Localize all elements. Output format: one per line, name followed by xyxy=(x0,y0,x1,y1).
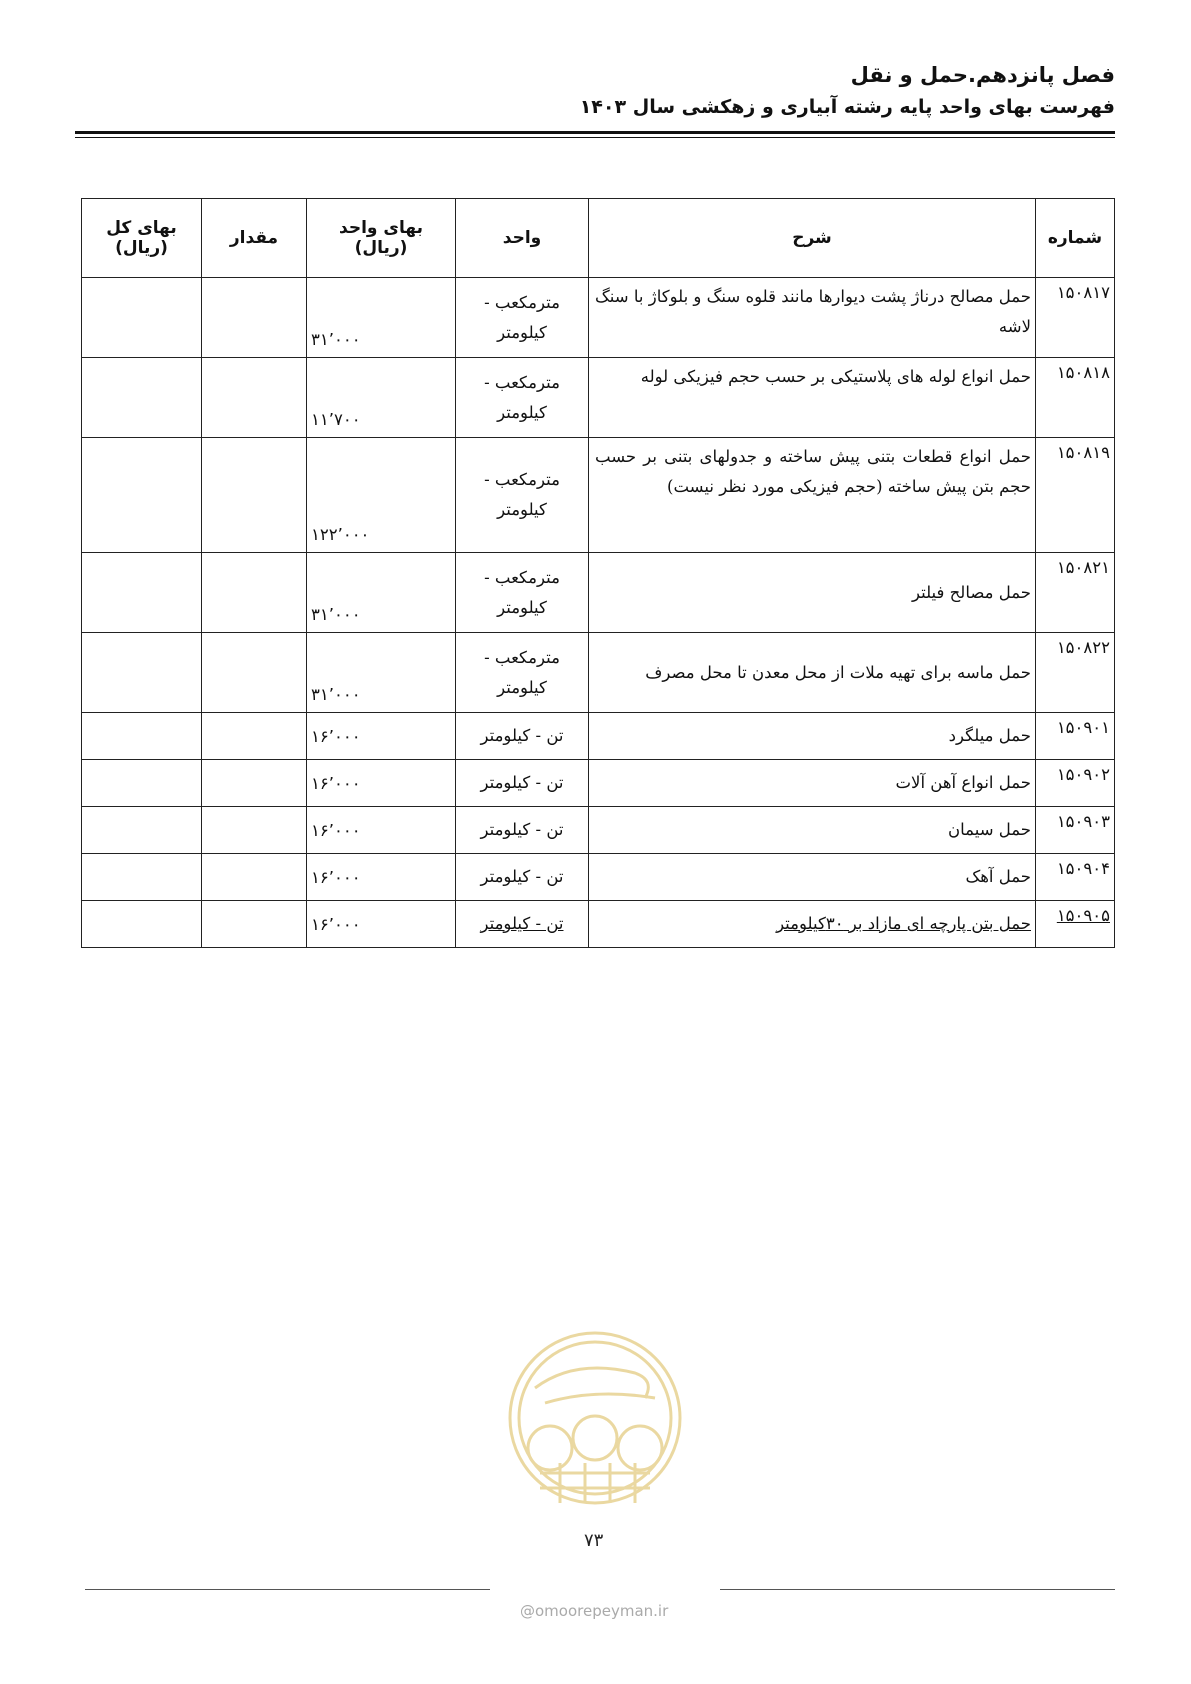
row-unit-line1: مترمکعب - xyxy=(484,292,560,312)
table-row xyxy=(82,358,1115,438)
row-unit-price: ۱۶٬۰۰۰ xyxy=(307,760,456,807)
row-description: حمل مصالح فیلتر xyxy=(589,553,1036,633)
price-list-title: فهرست بهای واحد پایه رشته آبیاری و زهکشی سال ۱۴۰۳ xyxy=(579,96,1115,118)
table-header-row xyxy=(82,199,1115,278)
row-unit-price: ۳۱٬۰۰۰ xyxy=(307,553,456,633)
header-unit-price xyxy=(307,199,456,278)
table-row xyxy=(82,807,1115,854)
header-number: شماره xyxy=(1036,199,1115,278)
row-unit-line1: مترمکعب - xyxy=(484,647,560,667)
header-rule-thick xyxy=(75,131,1115,134)
row-total-price xyxy=(82,358,202,438)
table-row xyxy=(82,633,1115,713)
row-total-price xyxy=(82,633,202,713)
row-number: ۱۵۰۸۲۱ xyxy=(1036,553,1115,633)
row-unit-line1: مترمکعب - xyxy=(484,567,560,587)
table-row xyxy=(82,854,1115,901)
table-row xyxy=(82,713,1115,760)
website-link[interactable]: @omoorepeyman.ir xyxy=(520,1602,669,1620)
row-description: حمل انواع قطعات بتنی پیش ساخته و جدولهای بتنی بر حسب حجم بتن پیش ساخته (حجم فیزیکی مورد نظر نیست) xyxy=(589,438,1036,553)
row-unit-price: ۱۶٬۰۰۰ xyxy=(307,807,456,854)
row-number: ۱۵۰۹۰۴ xyxy=(1036,854,1115,901)
table-row xyxy=(82,553,1115,633)
page-number: ۷۳ xyxy=(584,1530,604,1551)
row-unit-line1: مترمکعب - xyxy=(484,470,560,489)
row-description: حمل سیمان xyxy=(589,807,1036,854)
row-unit-line2: کیلومتر xyxy=(497,677,547,697)
table-row xyxy=(82,278,1115,358)
row-quantity xyxy=(202,633,307,713)
row-unit xyxy=(456,278,589,358)
row-quantity xyxy=(202,553,307,633)
row-number: ۱۵۰۸۱۹ xyxy=(1036,438,1115,553)
row-unit: تن - کیلومتر xyxy=(456,760,589,807)
row-unit-line1: مترمکعب - xyxy=(484,372,560,392)
row-total-price xyxy=(82,807,202,854)
row-unit: تن - کیلومتر xyxy=(456,854,589,901)
row-quantity xyxy=(202,358,307,438)
header-unit-price-currency: (ریال) xyxy=(354,238,408,258)
row-quantity xyxy=(202,278,307,358)
chapter-title: فصل پانزدهم.حمل و نقل xyxy=(850,63,1115,87)
row-unit-line2: کیلومتر xyxy=(497,500,547,519)
header-quantity: مقدار xyxy=(202,199,307,278)
row-number: ۱۵۰۸۱۸ xyxy=(1036,358,1115,438)
price-table xyxy=(81,198,1115,948)
row-number: ۱۵۰۸۲۲ xyxy=(1036,633,1115,713)
row-number: ۱۵۰۹۰۲ xyxy=(1036,760,1115,807)
row-number: ۱۵۰۸۱۷ xyxy=(1036,278,1115,358)
row-description: حمل مصالح درناژ پشت دیوارها مانند قلوه سنگ و بلوکاژ با سنگ لاشه xyxy=(589,278,1036,358)
row-total-price xyxy=(82,438,202,553)
footer-rule-left xyxy=(85,1589,490,1590)
row-description: حمل انواع آهن آلات xyxy=(589,760,1036,807)
header-total-price: بهای کل (ریال) xyxy=(82,199,202,278)
row-unit-price: ۱۶٬۰۰۰ xyxy=(307,713,456,760)
row-unit-line2: کیلومتر xyxy=(497,597,547,617)
header-unit-price-label: بهای واحد xyxy=(339,218,423,238)
row-total-price xyxy=(82,760,202,807)
header-rule-thin xyxy=(75,137,1115,138)
footer-rule-right xyxy=(720,1589,1115,1590)
row-description: حمل میلگرد xyxy=(589,713,1036,760)
table-row xyxy=(82,901,1115,948)
row-quantity xyxy=(202,854,307,901)
row-unit xyxy=(456,358,589,438)
row-unit-price: ۱۶٬۰۰۰ xyxy=(307,901,456,948)
table-row xyxy=(82,438,1115,553)
row-unit: تن - کیلومتر xyxy=(456,713,589,760)
row-total-price xyxy=(82,553,202,633)
row-description: حمل انواع لوله های پلاستیکی بر حسب حجم فیزیکی لوله xyxy=(589,358,1036,438)
row-unit xyxy=(456,633,589,713)
row-number: ۱۵۰۹۰۱ xyxy=(1036,713,1115,760)
row-quantity xyxy=(202,807,307,854)
row-unit: تن - کیلومتر xyxy=(456,807,589,854)
row-quantity xyxy=(202,760,307,807)
row-quantity xyxy=(202,713,307,760)
row-unit xyxy=(456,553,589,633)
row-unit-price: ۳۱٬۰۰۰ xyxy=(307,278,456,358)
row-total-price xyxy=(82,278,202,358)
page-header xyxy=(75,58,1115,122)
row-total-price xyxy=(82,854,202,901)
row-unit-line2: کیلومتر xyxy=(497,322,547,342)
row-description: حمل آهک xyxy=(589,854,1036,901)
row-description: حمل ماسه برای تهیه ملات از محل معدن تا محل مصرف xyxy=(589,633,1036,713)
row-unit-price: ۱۶٬۰۰۰ xyxy=(307,854,456,901)
row-quantity xyxy=(202,438,307,553)
row-total-price xyxy=(82,901,202,948)
table-row xyxy=(82,760,1115,807)
row-unit-line2: کیلومتر xyxy=(497,402,547,422)
header-unit: واحد xyxy=(456,199,589,278)
row-unit-price: ۳۱٬۰۰۰ xyxy=(307,633,456,713)
watermark-seal-icon xyxy=(505,1318,685,1518)
row-total-price xyxy=(82,713,202,760)
row-unit xyxy=(456,438,589,553)
row-number: ۱۵۰۹۰۵ xyxy=(1036,901,1115,948)
row-number: ۱۵۰۹۰۳ xyxy=(1036,807,1115,854)
row-quantity xyxy=(202,901,307,948)
row-description: حمل بتن پارچه ای مازاد بر ۳۰کیلومتر xyxy=(589,901,1036,948)
row-unit-price: ۱۲۲٬۰۰۰ xyxy=(307,438,456,553)
row-unit-price: ۱۱٬۷۰۰ xyxy=(307,358,456,438)
row-unit: تن - کیلومتر xyxy=(456,901,589,948)
header-description: شرح xyxy=(589,199,1036,278)
watermark-logo xyxy=(505,1318,685,1518)
